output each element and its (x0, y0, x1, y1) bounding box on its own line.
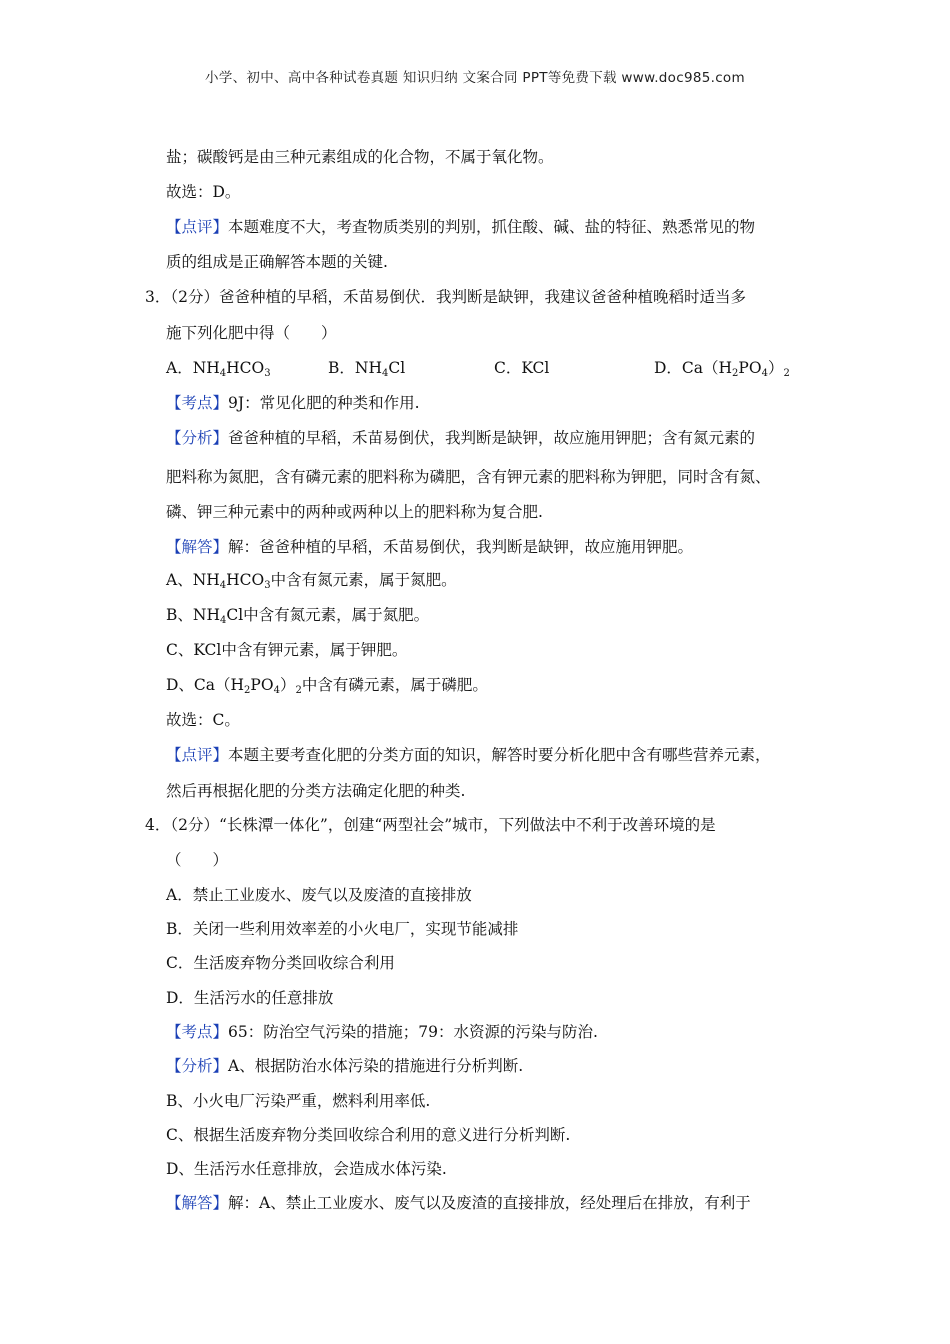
question-number: 3． (145, 288, 171, 306)
option-d: D．$Ca(H_2PO_4)_2$ (654, 359, 790, 379)
option-a: A．$NH_4HCO_3$ (166, 359, 271, 379)
kaodian-tag: 【考点】 (166, 1023, 229, 1041)
answer-item-d: D、$Ca(H_2PO_4)_2$中含有磷元素，属于磷肥。 (166, 676, 488, 696)
jieda-tag: 【解答】 (166, 1194, 229, 1212)
fenxi-tag: 【分析】 (166, 429, 229, 447)
fenxi-line-cont: C、根据生活废弃物分类回收综合利用的意义进行分析判断. (166, 1126, 571, 1144)
review-tag: 【点评】 (166, 218, 229, 236)
fenxi-line-cont: 肥料称为氮肥，含有磷元素的肥料称为磷肥，含有钾元素的肥料称为钾肥，同时含有氮、 (166, 468, 771, 486)
answer-item-c: C、KCl中含有钾元素，属于钾肥。 (166, 641, 408, 659)
fenxi-line: 【分析】A、根据防治水体污染的措施进行分析判断. (166, 1057, 524, 1075)
review-line (166, 216, 755, 238)
question-text: （2分）“长株潭一体化”，创建“两型社会”城市，下列做法中不利于改善环境的是 (170, 816, 716, 834)
review-line: 【点评】本题主要考查化肥的分类方面的知识，解答时要分析化肥中含有哪些营养元素， (166, 746, 771, 764)
kaodian-line: 【考点】65：防治空气污染的措施；79：水资源的污染与防治. (166, 1023, 598, 1041)
option-d: D．生活污水的任意排放 (166, 989, 334, 1007)
fenxi-line: 【分析】爸爸种植的早稻，禾苗易倒伏，我判断是缺钾，故应施用钾肥；含有氮元素的 (166, 429, 756, 447)
question-4-stem (145, 814, 716, 836)
question-3-stem-cont: 施下列化肥中得（ ） (166, 324, 337, 342)
fenxi-tag: 【分析】 (166, 1057, 229, 1075)
question-number: 4． (145, 816, 171, 834)
jieda-line: 【解答】解：爸爸种植的早稻，禾苗易倒伏，我判断是缺钾，故应施用钾肥。 (166, 538, 694, 556)
option-a: A．禁止工业废水、废气以及废渣的直接排放 (166, 886, 472, 904)
review-text: 本题难度不大，考查物质类别的判别，抓住酸、碱、盐的特征、熟悉常见的物 (228, 218, 756, 236)
answer-item-b: B、$NH_4Cl$中含有氮元素，属于氮肥。 (166, 606, 430, 626)
fenxi-line-cont: 磷、钾三种元素中的两种或两种以上的肥料称为复合肥. (166, 503, 543, 521)
answer-item-a: A、$NH_4HCO_3$中含有氮元素，属于氮肥。 (166, 571, 457, 591)
text-line: 盐；碳酸钙是由三种元素组成的化合物，不属于氧化物。 (166, 148, 554, 166)
answer-line: 故选：D。 (166, 183, 241, 201)
jieda-tag: 【解答】 (166, 538, 229, 556)
kaodian-line: 【考点】9J：常见化肥的种类和作用. (166, 394, 420, 412)
answer-line: 故选：C。 (166, 711, 240, 729)
fenxi-line-cont: B、小火电厂污染严重，燃料利用率低. (166, 1092, 431, 1110)
option-b: B．$NH_4Cl$ (328, 359, 406, 379)
page-header-banner: 小学、初中、高中各种试卷真题 知识归纳 文案合同 PPT等免费下载 www.doc985.com (205, 70, 745, 86)
review-tag: 【点评】 (166, 746, 229, 764)
kaodian-tag: 【考点】 (166, 394, 229, 412)
question-3-stem (145, 286, 746, 308)
option-b: B．关闭一些利用效率差的小火电厂，实现节能减排 (166, 920, 519, 938)
review-line-cont: 质的组成是正确解答本题的关键. (166, 253, 388, 271)
question-text: （2分）爸爸种植的早稻，禾苗易倒伏．我判断是缺钾，我建议爸爸种植晚稻时适当多 (170, 288, 746, 306)
review-line-cont: 然后再根据化肥的分类方法确定化肥的种类. (166, 782, 466, 800)
option-c: C．KCl (494, 359, 550, 377)
question-4-stem-cont: （ ） (166, 851, 229, 869)
jieda-line: 【解答】解：A、禁止工业废水、废气以及废渣的直接排放，经处理后在排放，有利于 (166, 1194, 751, 1212)
option-c: C．生活废弃物分类回收综合利用 (166, 954, 395, 972)
fenxi-line-cont: D、生活污水任意排放，会造成水体污染. (166, 1160, 447, 1178)
